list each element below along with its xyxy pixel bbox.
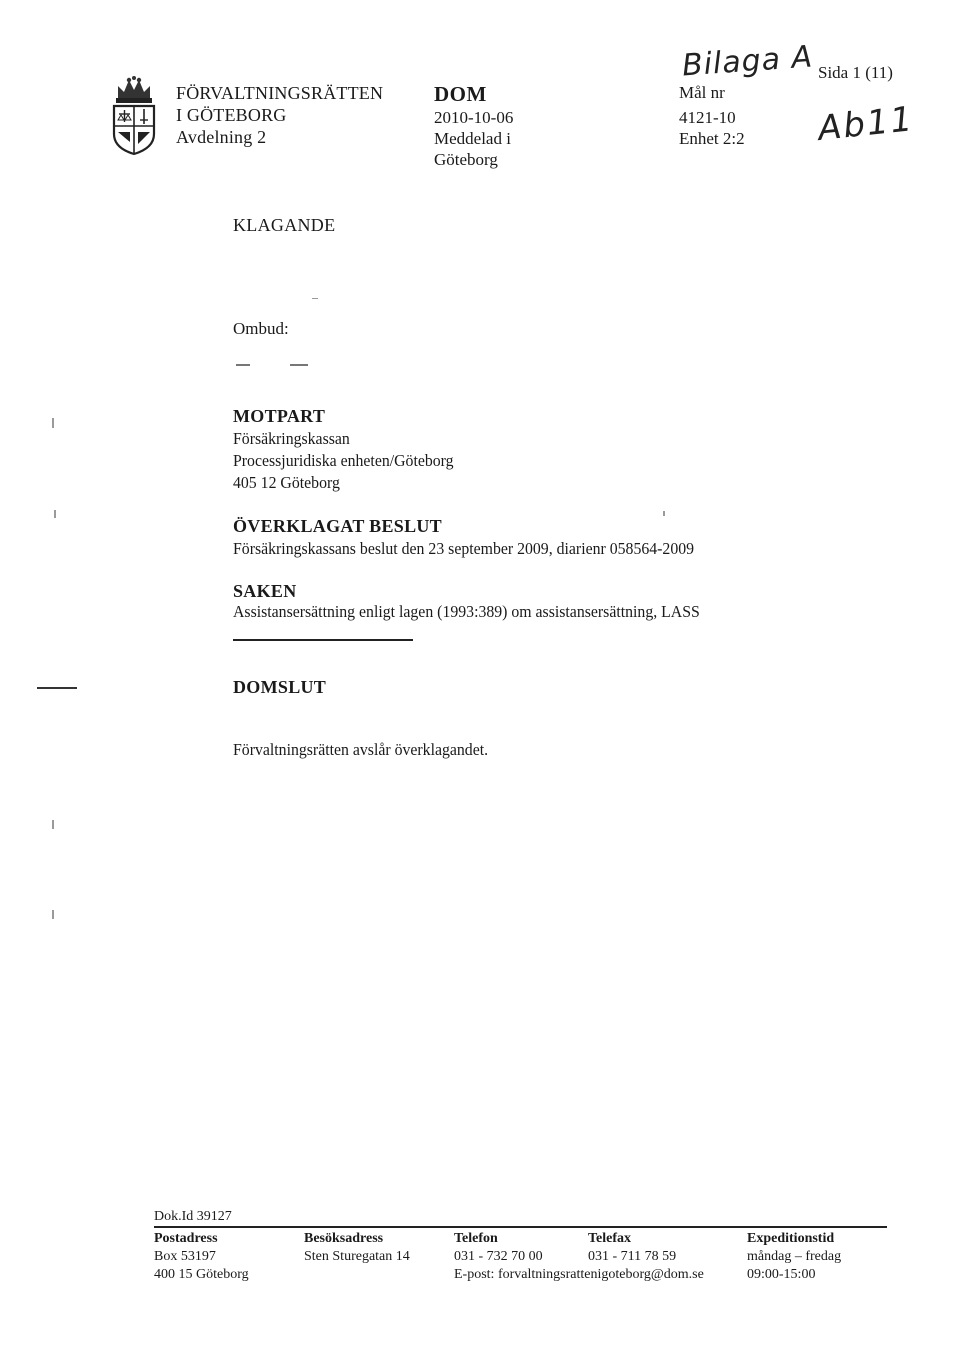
court-division: Avdelning 2: [176, 127, 267, 147]
counterparty-heading: MOTPART: [233, 406, 326, 426]
document-date: 2010-10-06: [434, 108, 514, 127]
scan-speck: [52, 910, 54, 919]
matter-text: Assistansersättning enligt lagen (1993:389) om assistansersättning, LASS: [233, 602, 700, 621]
footer-postal-line1: Box 53197: [154, 1249, 216, 1264]
redaction-mark: [236, 364, 250, 366]
appealed-decision-heading: ÖVERKLAGAT BESLUT: [233, 516, 442, 536]
counterparty-unit: Processjuridiska enheten/Göteborg: [233, 451, 454, 470]
footer-postal: [154, 1230, 249, 1284]
scan-speck: [52, 418, 54, 428]
footer-hours-line1: måndag – fredag: [747, 1249, 842, 1264]
footer-fax-label: Telefax: [588, 1231, 632, 1246]
counterparty-address: 405 12 Göteborg: [233, 473, 340, 492]
footer-phone-label: Telefon: [454, 1231, 498, 1246]
footer-fax: [588, 1230, 676, 1266]
scan-speck: [52, 820, 54, 829]
announced-place: Göteborg: [434, 150, 498, 169]
appellant-heading: KLAGANDE: [233, 215, 336, 235]
footer-hours-line2: 09:00-15:00: [747, 1267, 816, 1282]
footer-postal-line2: 400 15 Göteborg: [154, 1267, 249, 1282]
handwritten-annex-note: Bilaga A: [680, 39, 815, 84]
counterparty-name: Försäkringskassan: [233, 429, 350, 448]
footer-visit: [304, 1230, 410, 1266]
handwritten-reference: Ab11: [816, 99, 916, 149]
announced-label: Meddelad i: [434, 129, 511, 148]
footer-email[interactable]: E-post: forvaltningsrattenigoteborg@dom.se: [454, 1267, 704, 1282]
case-number-label: Mål nr: [679, 83, 725, 102]
margin-rule: [37, 687, 77, 689]
redaction-mark: [290, 364, 308, 366]
footer-visit-line1: Sten Sturegatan 14: [304, 1249, 410, 1264]
scan-speck: [312, 298, 318, 299]
footer-phone-line1: 031 - 732 70 00: [454, 1249, 543, 1264]
judgment-heading: DOMSLUT: [233, 677, 327, 697]
scan-speck: [54, 510, 56, 518]
document-type: DOM: [434, 82, 487, 106]
footer-postal-label: Postadress: [154, 1231, 218, 1246]
matter-heading: SAKEN: [233, 581, 297, 601]
case-number: 4121-10: [679, 108, 736, 127]
unit: Enhet 2:2: [679, 129, 745, 148]
scan-speck: [663, 511, 665, 516]
page-indicator: Sida 1 (11): [818, 63, 893, 82]
footer-hours-label: Expeditionstid: [747, 1231, 835, 1246]
footer-rule: [154, 1226, 887, 1228]
court-emblem: [108, 76, 160, 156]
footer-fax-line1: 031 - 711 78 59: [588, 1249, 677, 1264]
court-name-line1: FÖRVALTNINGSRÄTTEN: [176, 83, 384, 103]
document-id: Dok.Id 39127: [154, 1209, 232, 1224]
footer-visit-label: Besöksadress: [304, 1231, 384, 1246]
appealed-decision-text: Försäkringskassans beslut den 23 september 2009, diarienr 058564-2009: [233, 539, 695, 558]
judgment-text: Förvaltningsrätten avslår överklagandet.: [233, 740, 489, 759]
counsel-label: Ombud:: [233, 319, 289, 338]
court-name-line2: I GÖTEBORG: [176, 105, 287, 125]
footer-hours: [747, 1230, 841, 1284]
section-divider: [233, 639, 413, 641]
